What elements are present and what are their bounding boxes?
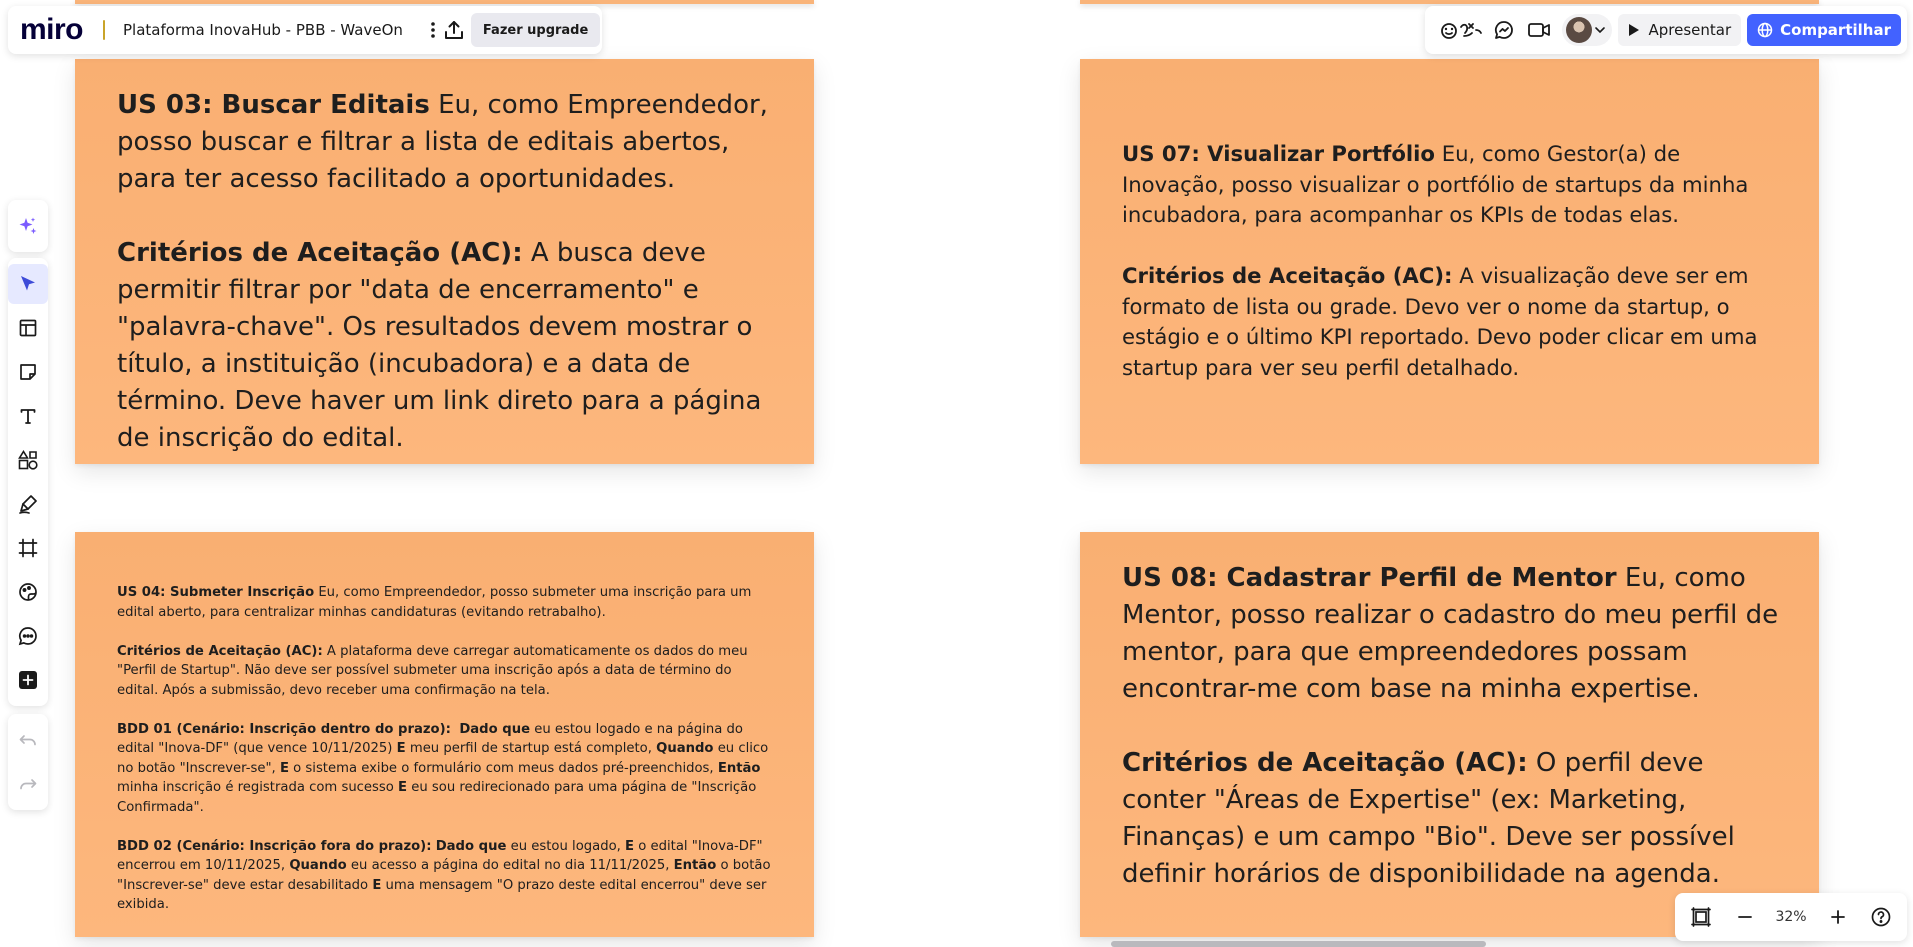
sticky-note-us08[interactable] xyxy=(1080,532,1819,937)
fit-to-screen-button[interactable] xyxy=(1681,899,1721,935)
sticky-us03-acceptance: Critérios de Aceitação (AC): A busca deve permitir filtrar por "data de encerramento" e "palavra-chave". Os resultados devem mostrar o título, a instituição (incubadora) e a data de término. Deve haver um link direto para a página de inscrição do edital. xyxy=(117,238,762,453)
sticky-note-us07[interactable] xyxy=(1080,59,1819,464)
play-icon xyxy=(1628,23,1640,37)
shapes-tool[interactable] xyxy=(8,440,48,480)
ai-toolbar xyxy=(8,200,48,252)
redo-button[interactable] xyxy=(8,764,48,804)
board-header xyxy=(8,6,602,54)
user-menu[interactable] xyxy=(1562,14,1612,46)
sticky-us04-bdd01: BDD 01 (Cenário: Inscrição dentro do prazo): Dado que eu estou logado e na página do edital "Inova-DF" (que vence 10/11/2025) E meu perfil de startup está completo, Quando eu clico no botão "Inscrever-se", E o sistema exibe o formulário com meus dados pré-preenchidos, Então minha inscrição é registrada com sucesso E eu sou redirecionado para uma página de "Inscrição Confirmada". xyxy=(117,721,769,815)
sparkle-icon xyxy=(17,215,39,237)
text-tool[interactable] xyxy=(8,396,48,436)
cursor-icon xyxy=(18,274,38,294)
export-button[interactable] xyxy=(443,12,465,48)
present-button[interactable] xyxy=(1618,14,1741,46)
chevron-down-icon xyxy=(1592,22,1608,38)
reactions-icon xyxy=(1439,18,1485,42)
collaboration-toolbar xyxy=(1425,6,1907,54)
frame-tool[interactable] xyxy=(8,528,48,568)
sticky-note-us03[interactable] xyxy=(75,59,814,464)
zoom-out-button[interactable] xyxy=(1725,899,1765,935)
comment-tool[interactable] xyxy=(8,616,48,656)
plus-square-icon xyxy=(18,670,38,690)
more-options-button[interactable] xyxy=(423,12,443,48)
sticky-note-icon xyxy=(18,362,38,382)
miro-logo[interactable]: miro xyxy=(20,13,84,46)
stickers-tool[interactable] xyxy=(8,572,48,612)
board-title[interactable]: Plataforma InovaHub - PBB - WaveOn xyxy=(123,21,403,39)
sticky-note-partial[interactable] xyxy=(75,0,814,4)
minus-icon xyxy=(1736,908,1754,926)
comments-button[interactable] xyxy=(1486,12,1521,48)
present-label: Apresentar xyxy=(1648,21,1732,39)
pen-tool[interactable] xyxy=(8,484,48,524)
frame-icon xyxy=(18,538,38,558)
sticky-us04-acceptance: Critérios de Aceitação (AC): A plataforma deve carregar automaticamente os dados do meu "Perfil de Startup". Não deve ser possível submeter uma inscrição após a data de término do edital. Após a submissão, devo receber uma confirmação na tela. xyxy=(117,643,748,698)
plus-icon xyxy=(1829,908,1847,926)
ai-assist-button[interactable] xyxy=(8,206,48,246)
undo-icon xyxy=(18,730,38,750)
video-call-button[interactable] xyxy=(1521,12,1556,48)
sticky-us07-acceptance: Critérios de Aceitação (AC): A visualização deve ser em formato de lista ou grade. Devo ver o nome da startup, o estágio e o último KPI reportado. Devo poder clicar em uma startup para ver seu perfil detalhado. xyxy=(1122,263,1758,380)
fit-screen-icon xyxy=(1690,906,1712,928)
more-apps-tool[interactable] xyxy=(8,660,48,700)
sticker-icon xyxy=(17,581,39,603)
sticky-us07-story: US 07: Visualizar Portfólio Eu, como Gestor(a) de Inovação, posso visualizar o portfólio de startups da minha incubadora, para acompanhar os KPIs de todas elas. xyxy=(1122,141,1749,227)
horizontal-scrollbar[interactable] xyxy=(1111,941,1486,947)
globe-icon xyxy=(1757,22,1773,38)
zoom-in-button[interactable] xyxy=(1818,899,1858,935)
help-icon xyxy=(1870,906,1892,928)
comment-icon xyxy=(17,625,39,647)
templates-tool[interactable] xyxy=(8,308,48,348)
sticky-us08-story: US 08: Cadastrar Perfil de Mentor Eu, como Mentor, posso realizar o cadastro do meu perfil de mentor, para que empreendedores possam encontrar-me com base na minha expertise. xyxy=(1122,563,1779,704)
upload-icon xyxy=(443,19,465,41)
share-button[interactable] xyxy=(1747,14,1901,46)
zoom-level[interactable]: 32% xyxy=(1775,909,1807,925)
sticky-note-partial[interactable] xyxy=(1080,0,1819,4)
video-camera-icon xyxy=(1527,19,1551,41)
layout-icon xyxy=(18,318,38,338)
reactions-button[interactable] xyxy=(1437,12,1486,48)
undo-button[interactable] xyxy=(8,720,48,760)
share-label: Compartilhar xyxy=(1780,21,1891,39)
sticky-note-tool[interactable] xyxy=(8,352,48,392)
zoom-controls xyxy=(1675,893,1907,941)
creation-toolbar xyxy=(8,258,48,706)
avatar xyxy=(1566,17,1592,43)
sticky-us08-acceptance: Critérios de Aceitação (AC): O perfil deve conter "Áreas de Expertise" (ex: Marketing, Finanças) e um campo "Bio". Deve ser possível definir horários de disponibilidade na agenda. xyxy=(1122,748,1735,889)
sticky-us04-bdd02: BDD 02 (Cenário: Inscrição fora do prazo): Dado que eu estou logado, E o edital "Inova-DF" encerrou em 10/11/2025, Quando eu acesso a página do edital no dia 11/11/2025, Então o botão "Inscrever-se" deve estar desabilitado E uma mensagem "O prazo deste edital encerrou" deve ser exibida. xyxy=(117,838,771,912)
redo-icon xyxy=(18,774,38,794)
help-button[interactable] xyxy=(1861,899,1901,935)
upgrade-button[interactable]: Fazer upgrade xyxy=(471,13,600,47)
sticky-note-icon xyxy=(103,20,105,40)
history-toolbar xyxy=(8,714,48,810)
shapes-icon xyxy=(17,449,39,471)
sticky-note-us04[interactable] xyxy=(75,532,814,937)
text-icon xyxy=(18,406,38,426)
pen-icon xyxy=(17,493,39,515)
sticky-us03-story: US 03: Buscar Editais Eu, como Empreendedor, posso buscar e filtrar a lista de editais abertos, para ter acesso facilitado a oportunidades. xyxy=(117,90,768,194)
select-tool[interactable] xyxy=(8,264,48,304)
chat-icon xyxy=(1493,19,1515,41)
sticky-us04-story: US 04: Submeter Inscrição Eu, como Empreendedor, posso submeter uma inscrição para um edital aberto, para centralizar minhas candidaturas (evitando retrabalho). xyxy=(117,585,752,620)
more-vertical-icon xyxy=(423,20,443,40)
